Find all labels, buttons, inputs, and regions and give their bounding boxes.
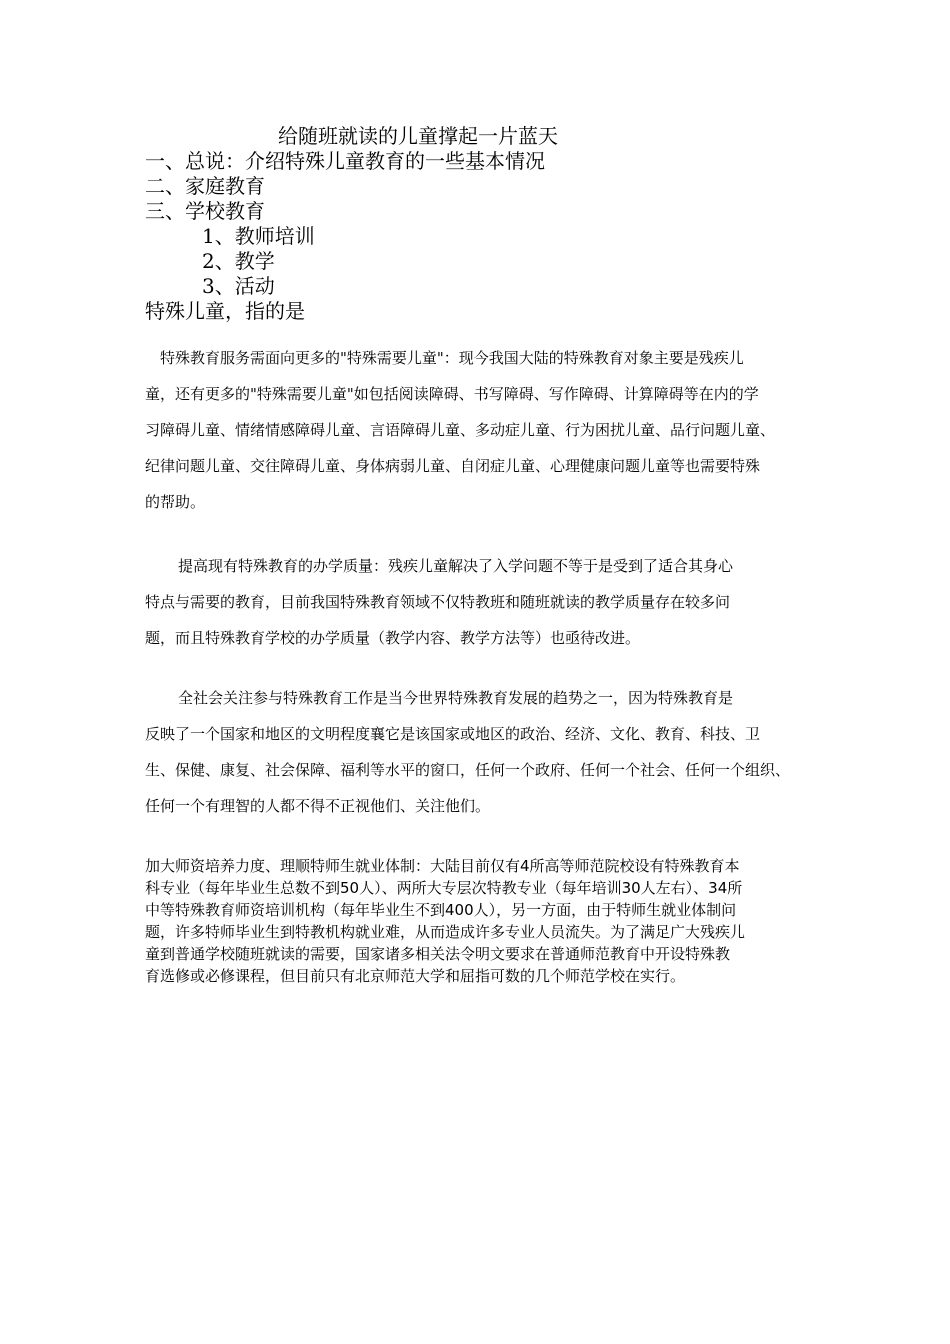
document-title: 给随班就读的儿童撑起一片蓝天 [278,124,558,148]
paragraph-line: 提高现有特殊教育的办学质量：残疾儿童解决了入学问题不等于是受到了适合其身心 [178,557,734,575]
paragraph-line: 童，还有更多的"特殊需要儿童"如包括阅读障碍、书写障碍、写作障碍、计算障碍等在内的学 [145,385,759,403]
section-heading: 特殊儿童，指的是 [145,299,305,323]
outline-item-3: 三、学校教育 [145,199,265,223]
outline-subitem-2: 2、教学 [202,249,275,273]
paragraph-line: 童到普通学校随班就读的需要，国家诸多相关法令明文要求在普通师范教育中开设特殊教 [145,945,731,963]
paragraph-line: 全社会关注参与特殊教育工作是当今世界特殊教育发展的趋势之一，因为特殊教育是 [178,689,734,707]
paragraph-line: 纪律问题儿童、交往障碍儿童、身体病弱儿童、自闭症儿童、心理健康问题儿童等也需要特殊 [145,457,761,475]
outline-item-2: 二、家庭教育 [145,174,265,198]
paragraph-line: 特点与需要的教育，目前我国特殊教育领域不仅特教班和随班就读的教学质量存在较多问 [145,593,731,611]
paragraph-line: 加大师资培养力度、理顺特师生就业体制：大陆目前仅有4所高等师范院校设有特殊教育本 [145,857,740,875]
outline-subitem-1: 1、教师培训 [202,224,315,248]
paragraph-line: 生、保健、康复、社会保障、福利等水平的窗口，任何一个政府、任何一个社会、任何一个组织、 [145,761,791,779]
outline-subitem-3: 3、活动 [202,274,275,298]
outline-item-1: 一、总说：介绍特殊儿童教育的一些基本情况 [145,149,545,173]
paragraph-line: 中等特殊教育师资培训机构（每年毕业生不到400人），另一方面，由于特师生就业体制问 [145,901,737,919]
paragraph-society [145,680,825,824]
paragraph-line: 习障碍儿童、情绪情感障碍儿童、言语障碍儿童、多动症儿童、行为困扰儿童、品行问题儿童、 [145,421,776,439]
paragraph-line: 特殊教育服务需面向更多的"特殊需要儿童"：现今我国大陆的特殊教育对象主要是残疾儿 [160,349,744,367]
paragraph-line: 反映了一个国家和地区的文明程度襄它是该国家或地区的政治、经济、文化、教育、科技、卫 [145,725,761,743]
paragraph-line: 题，许多特师毕业生到特教机构就业难，从而造成许多专业人员流失。为了满足广大残疾儿 [145,923,746,941]
paragraph-line: 科专业（每年毕业生总数不到50人）、两所大专层次特教专业（每年培训30人左右）、34所 [145,879,743,897]
paragraph-line: 的帮助。 [145,493,206,511]
paragraph-quality [145,548,825,656]
paragraph-teachers [145,855,825,987]
paragraph-special-needs [145,340,825,520]
paragraph-line: 题，而且特殊教育学校的办学质量（教学内容、教学方法等）也亟待改进。 [145,629,641,647]
paragraph-line: 任何一个有理智的人都不得不正视他们、关注他们。 [145,797,491,815]
paragraph-line: 育选修或必修课程，但目前只有北京师范大学和屈指可数的几个师范学校在实行。 [145,967,686,985]
